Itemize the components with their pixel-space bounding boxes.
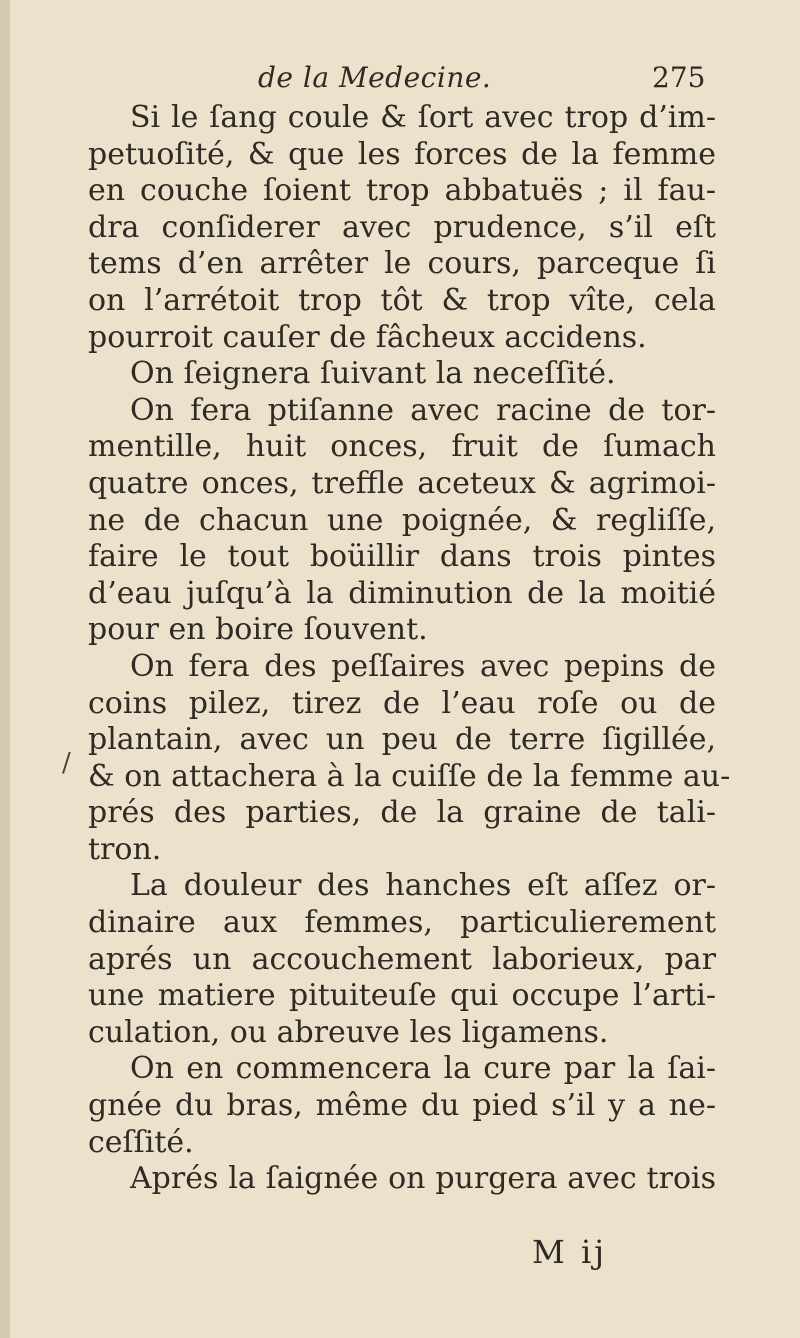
text-line: on l’arrétoit trop tôt & trop vîte, cela [88, 282, 716, 318]
text-line: ne de chacun une poignée, & regliſſe, [88, 502, 716, 538]
text-line: On fera ptiſanne avec racine de tor- [130, 392, 716, 428]
text-line: On ſeignera ſuivant la neceſſité. [130, 356, 616, 392]
signature-mark: M ij [532, 1233, 608, 1271]
text-line: dra conſiderer avec prudence, s’il eſt [88, 209, 716, 245]
margin-mark: / [62, 748, 71, 778]
page-number: 275 [652, 61, 706, 94]
text-line: une matiere pituiteuſe qui occupe l’arti- [88, 978, 716, 1014]
running-head: de la Medecine. [258, 61, 492, 94]
text-line: faire le tout boüillir dans trois pintes [88, 539, 716, 575]
text-line: mentille, huit onces, fruit de ſumach [88, 429, 716, 465]
text-line: petuoſité, & que les forces de la femme [88, 136, 716, 172]
text-line: Si le ſang coule & ſort avec trop d’im- [130, 100, 716, 135]
text-line: pourroit cauſer de fâcheux accidens. [88, 319, 647, 355]
text-line: & on attachera à la cuiſſe de la femme au- [88, 758, 731, 794]
text-line: tems d’en arrêter le cours, parceque ſi [88, 246, 716, 282]
text-line: culation, ou abreuve les ligamens. [88, 1014, 609, 1050]
page-gutter [0, 0, 10, 1338]
text-line: en couche ſoient trop abbatuës ; il fau- [88, 173, 716, 209]
text-line: dinaire aux femmes, particulierement [88, 905, 716, 941]
text-line: quatre onces, treffle aceteux & agrimoi- [88, 465, 716, 501]
text-line: tron. [88, 831, 162, 867]
text-line: On fera des peſſaires avec pepins de [130, 648, 716, 684]
text-line: plantain, avec un peu de terre ſigillée, [88, 722, 716, 758]
text-line: pour en boire ſouvent. [88, 612, 428, 648]
text-line: On en commencera la cure par la ſai- [130, 1051, 716, 1087]
text-line: Aprés la ſaignée on purgera avec trois [130, 1161, 716, 1197]
text-line: coins pilez, tirez de l’eau roſe ou de [88, 685, 716, 721]
text-line: aprés un accouchement laborieux, par [88, 941, 716, 977]
text-line: gnée du bras, même du pied s’il y a ne- [88, 1088, 716, 1124]
text-line: ceſſité. [88, 1124, 194, 1160]
text-line: d’eau juſqu’à la diminution de la moitié [88, 575, 716, 611]
text-line: La douleur des hanches eſt aſſez or- [130, 868, 716, 904]
body-text [88, 100, 731, 1198]
text-line: prés des parties, de la graine de tali- [88, 795, 716, 831]
